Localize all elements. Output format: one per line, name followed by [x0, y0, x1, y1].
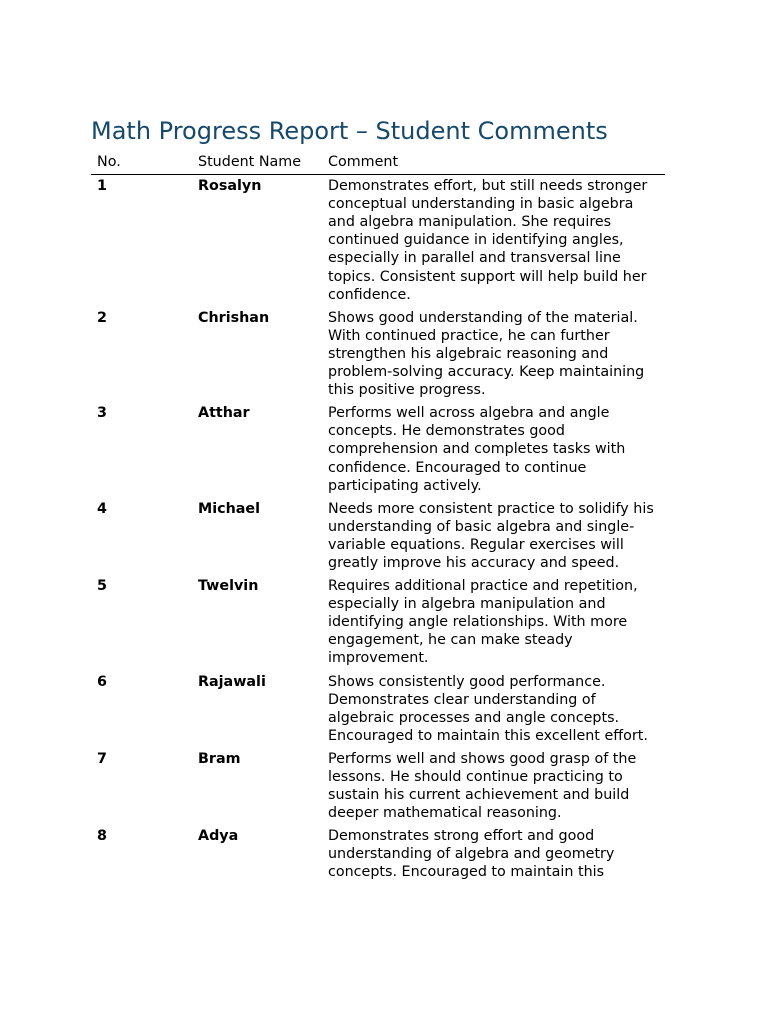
student-comments-table — [91, 151, 665, 885]
student-comment: Demonstrates effort, but still needs stronger conceptual understanding in basic algebra and algebra manipulation. She requires continued guidance in identifying angles, especially in parallel and transversal line topics. Consistent support will help build her confidence. — [328, 178, 648, 303]
student-name: Chrishan — [198, 309, 270, 326]
header-comment: Comment — [322, 151, 665, 175]
row-number: 3 — [97, 405, 107, 422]
table-row — [91, 748, 665, 825]
student-name: Rosalyn — [198, 178, 262, 195]
row-number: 2 — [97, 309, 107, 326]
student-comment: Shows consistently good performance. Demonstrates clear understanding of algebraic processes and angle concepts. Encouraged to maintain this excellent effort. — [328, 673, 648, 744]
row-number: 8 — [97, 828, 107, 845]
student-comment: Needs more consistent practice to solidify his understanding of basic algebra and single-variable equations. Regular exercises will greatly improve his accuracy and speed. — [328, 500, 654, 571]
table-row — [91, 175, 665, 307]
student-comment: Demonstrates strong effort and good understanding of algebra and geometry concepts. Encouraged to maintain this — [328, 828, 615, 881]
table-row — [91, 498, 665, 575]
student-name: Michael — [198, 500, 261, 517]
student-name: Atthar — [198, 405, 250, 422]
table-row — [91, 402, 665, 497]
table-row — [91, 825, 665, 884]
header-number: No. — [91, 151, 192, 175]
student-comment: Performs well and shows good grasp of the lessons. He should continue practicing to sustain his current achievement and build deeper mathematical reasoning. — [328, 750, 637, 822]
page-title: Math Progress Report – Student Comments — [91, 117, 608, 145]
student-name: Adya — [198, 828, 239, 845]
table-row — [91, 671, 665, 748]
student-name: Rajawali — [198, 673, 266, 690]
student-comment: Performs well across algebra and angle concepts. He demonstrates good comprehension and completes tasks with confidence. Encouraged to continue participating actively. — [328, 405, 626, 494]
row-number: 1 — [97, 178, 107, 195]
student-comment: Shows good understanding of the material. With continued practice, he can further strengthen his algebraic reasoning and problem-solving accuracy. Keep maintaining this positive progress. — [328, 309, 645, 399]
table-row — [91, 575, 665, 670]
student-name: Twelvin — [198, 578, 259, 595]
table-header-row — [91, 151, 665, 175]
row-number: 5 — [97, 578, 107, 595]
student-name: Bram — [198, 750, 241, 767]
row-number: 7 — [97, 750, 107, 767]
row-number: 6 — [97, 673, 107, 690]
student-comment: Requires additional practice and repetition, especially in algebra manipulation and identifying angle relationships. With more engagement, he can make steady improvement. — [328, 578, 638, 667]
table-row — [91, 307, 665, 402]
header-student-name: Student Name — [192, 151, 322, 175]
row-number: 4 — [97, 500, 107, 517]
